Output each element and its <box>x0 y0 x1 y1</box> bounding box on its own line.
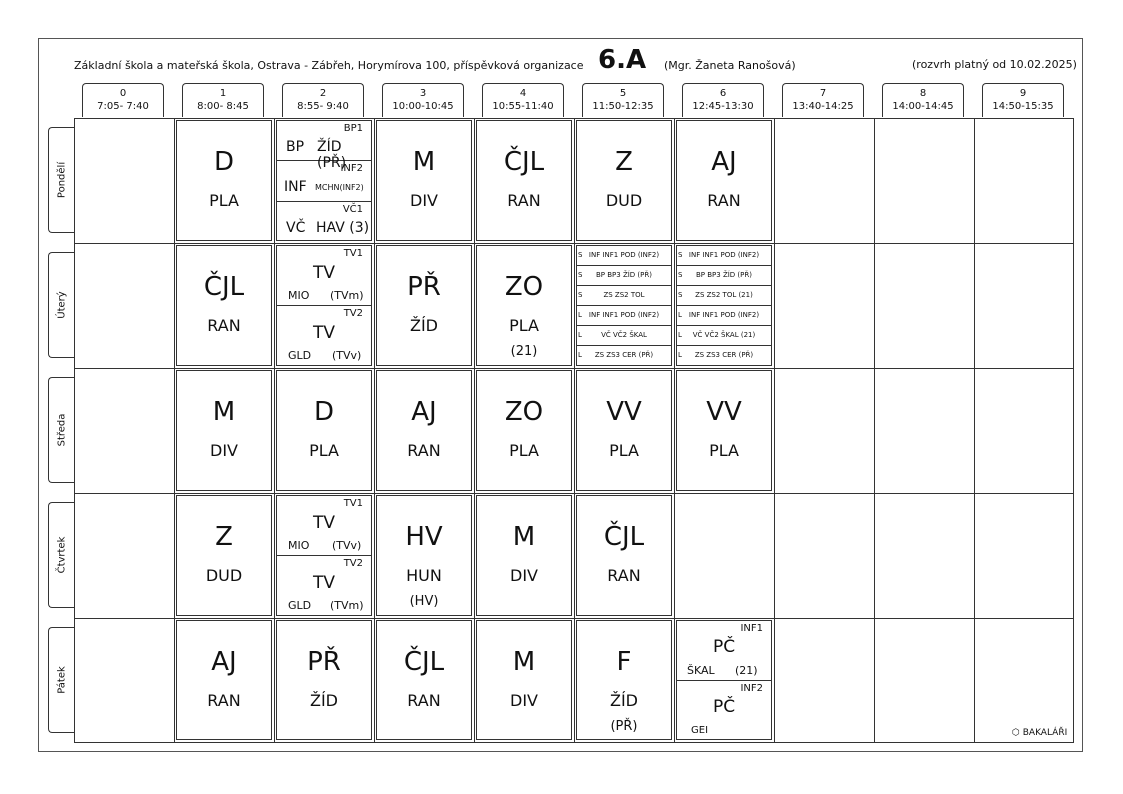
period-time: 8:55- 9:40 <box>297 101 349 112</box>
day-label-thursday: Čtvrtek <box>48 502 74 608</box>
lesson-cell[interactable]: HV HUN (HV) <box>376 495 472 616</box>
lesson-cell-split[interactable] <box>276 245 372 366</box>
group-lesson: S BP BP3 ŽÍD (PŘ) <box>677 266 771 286</box>
group-lesson: L INF INF1 POD (INF2) <box>577 306 671 326</box>
lesson-cell-multi[interactable] <box>576 245 672 366</box>
group-lesson: S ZS ZS2 TOL (21) <box>677 286 771 306</box>
period-number: 7 <box>819 88 827 99</box>
group-lesson: INF2 PČ GEI <box>691 683 763 736</box>
lesson-cell[interactable]: PŘ ŽÍD <box>276 620 372 740</box>
school-name: Základní škola a mateřská škola, Ostrava - Zábřeh, Horymírova 100, příspěvková organizace <box>74 59 584 72</box>
day-label-monday: Pondělí <box>48 127 74 233</box>
period-number: 8 <box>919 88 927 99</box>
period-number: 1 <box>219 88 227 99</box>
lesson-cell[interactable]: ČJL RAN <box>176 245 272 366</box>
lesson-cell[interactable]: ČJL RAN <box>376 620 472 740</box>
day-label-friday: Pátek <box>48 627 74 733</box>
period-time: 7:05- 7:40 <box>97 101 149 112</box>
period-header <box>382 83 464 117</box>
group-lesson: S ZS ZS2 TOL <box>577 286 671 306</box>
lesson-cell[interactable]: PŘ ŽÍD <box>376 245 472 366</box>
day-label-wednesday: Středa <box>48 377 74 483</box>
period-number: 4 <box>519 88 527 99</box>
lesson-cell[interactable]: ČJL RAN <box>576 495 672 616</box>
group-lesson: S INF INF1 POD (INF2) <box>677 246 771 266</box>
class-teacher: (Mgr. Žaneta Ranošová) <box>664 59 796 72</box>
lesson-cell[interactable]: VV PLA <box>576 370 672 491</box>
lesson-cell[interactable]: M DIV <box>376 120 472 241</box>
period-header <box>882 83 964 117</box>
group-lesson: S INF INF1 POD (INF2) <box>577 246 671 266</box>
group-lesson: TV2 TV GLD (TVv) <box>288 308 363 362</box>
period-number: 3 <box>419 88 427 99</box>
lesson-cell[interactable]: VV PLA <box>676 370 772 491</box>
day-label-tuesday: Úterý <box>48 252 74 358</box>
group-lesson: L ZS ZS3 CER (PŘ) <box>578 351 654 359</box>
lesson-cell-split[interactable] <box>676 620 772 740</box>
period-number: 5 <box>619 88 627 99</box>
lesson-cell[interactable]: F ŽÍD (PŘ) <box>576 620 672 740</box>
group-lesson: TV1 TV MIO (TVv) <box>277 496 371 556</box>
hexagon-icon: ⬡ <box>1012 728 1020 738</box>
period-time: 14:50-15:35 <box>992 101 1054 112</box>
group-lesson: VČ1 VČ HAV (3) <box>286 204 370 236</box>
lesson-cell[interactable]: AJ RAN <box>176 620 272 740</box>
lesson-cell[interactable]: M DIV <box>476 620 572 740</box>
period-header <box>782 83 864 117</box>
period-header <box>982 83 1064 117</box>
lesson-cell[interactable]: Z DUD <box>576 120 672 241</box>
timetable-grid <box>74 118 1074 743</box>
period-number: 6 <box>719 88 727 99</box>
period-time: 13:40-14:25 <box>792 101 854 112</box>
period-header <box>682 83 764 117</box>
group-lesson: TV2 TV GLD (TVm) <box>288 558 364 612</box>
lesson-cell[interactable]: ZO PLA (21) <box>476 245 572 366</box>
validity-note: (rozvrh platný od 10.02.2025) <box>912 58 1077 71</box>
lesson-cell-split[interactable] <box>276 495 372 616</box>
period-header <box>482 83 564 117</box>
period-time: 14:00-14:45 <box>892 101 954 112</box>
period-time: 10:00-10:45 <box>392 101 454 112</box>
lesson-cell[interactable]: ZO PLA <box>476 370 572 491</box>
period-time: 12:45-13:30 <box>692 101 754 112</box>
period-time: 11:50-12:35 <box>592 101 654 112</box>
group-lesson: L VČ VČ2 ŠKAL (21) <box>677 326 771 346</box>
lesson-cell[interactable]: AJ RAN <box>376 370 472 491</box>
lesson-cell[interactable]: M DIV <box>176 370 272 491</box>
group-lesson: INF2 INF MCHN(INF2) <box>277 161 371 202</box>
period-header <box>182 83 264 117</box>
period-time: 8:00- 8:45 <box>197 101 249 112</box>
lesson-cell[interactable]: D PLA <box>176 120 272 241</box>
lesson-cell-split[interactable] <box>276 120 372 241</box>
period-number: 2 <box>319 88 327 99</box>
lesson-cell-multi[interactable] <box>676 245 772 366</box>
group-lesson: INF1 PČ ŠKAL (21) <box>677 621 771 681</box>
lesson-cell[interactable]: ČJL RAN <box>476 120 572 241</box>
period-header <box>282 83 364 117</box>
lesson-cell[interactable]: D PLA <box>276 370 372 491</box>
period-number: 9 <box>1019 88 1027 99</box>
period-number: 0 <box>119 88 127 99</box>
lesson-cell[interactable]: AJ RAN <box>676 120 772 241</box>
lesson-cell[interactable]: Z DUD <box>176 495 272 616</box>
group-lesson: TV1 TV MIO (TVm) <box>277 246 371 306</box>
period-header <box>82 83 164 117</box>
period-time: 10:55-11:40 <box>492 101 554 112</box>
period-header <box>582 83 664 117</box>
lesson-cell[interactable]: M DIV <box>476 495 572 616</box>
group-lesson: L VČ VČ2 ŠKAL <box>577 326 671 346</box>
group-lesson: S BP BP3 ŽÍD (PŘ) <box>577 266 671 286</box>
class-name: 6.A <box>598 45 647 75</box>
group-lesson: L INF INF1 POD (INF2) <box>677 306 771 326</box>
group-lesson: BP1 BP ŽÍD (PŘ) <box>277 121 371 161</box>
group-lesson: L ZS ZS3 CER (PŘ) <box>678 351 754 359</box>
bakalari-logo: ⬡ BAKALÁŘI <box>1012 728 1068 738</box>
